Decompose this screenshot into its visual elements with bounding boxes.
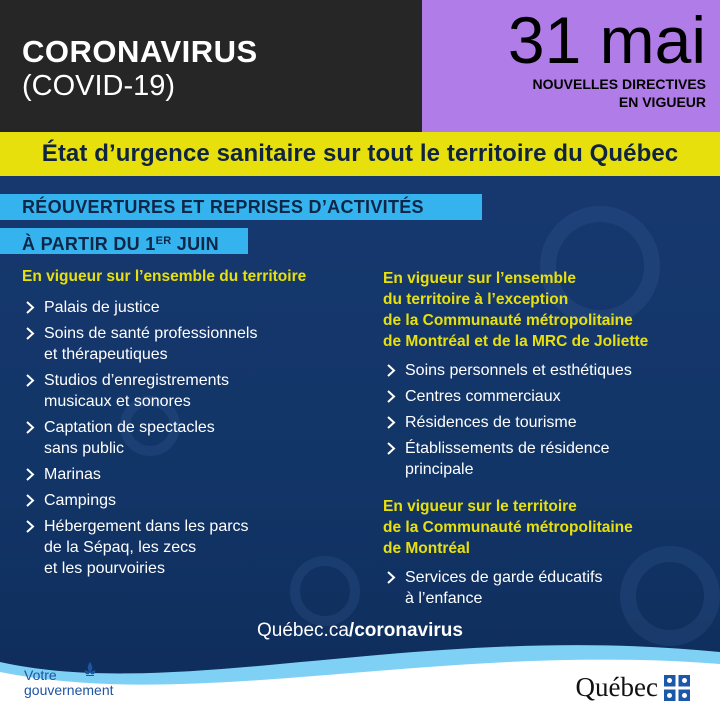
heading-line: En vigueur sur l’ensemble bbox=[383, 270, 576, 287]
list-item-line: Marinas bbox=[44, 466, 101, 483]
chevron-right-icon bbox=[24, 323, 38, 344]
list-item-line: et les pourvoiries bbox=[44, 560, 165, 577]
right-heading-2 bbox=[383, 496, 713, 559]
list-item-line: musicaux et sonores bbox=[44, 393, 191, 410]
chevron-right-icon bbox=[385, 412, 399, 433]
gov-line-2: gouvernement bbox=[24, 682, 114, 698]
heading-line: de Montréal bbox=[383, 540, 470, 557]
right-column bbox=[383, 268, 713, 614]
list-item-line: sans public bbox=[44, 440, 125, 457]
list-item-line: Hébergement dans les parcs bbox=[44, 518, 249, 535]
url-domain: Québec.ca bbox=[257, 620, 349, 641]
list-item bbox=[22, 370, 372, 412]
chevron-right-icon bbox=[24, 370, 38, 391]
chevron-right-icon bbox=[385, 360, 399, 381]
right-heading-1 bbox=[383, 268, 713, 352]
right-list-2 bbox=[383, 567, 713, 609]
start-date-prefix: À PARTIR DU 1 bbox=[22, 234, 156, 254]
chevron-right-icon bbox=[385, 438, 399, 459]
chevron-right-icon bbox=[24, 464, 38, 485]
chevron-right-icon bbox=[24, 516, 38, 537]
list-item bbox=[383, 360, 713, 381]
list-item-line: Services de garde éducatifs bbox=[405, 569, 603, 586]
list-item-line: principale bbox=[405, 461, 474, 478]
list-item-line: Studios d’enregistrements bbox=[44, 372, 229, 389]
chevron-right-icon bbox=[385, 386, 399, 407]
list-item-line: Palais de justice bbox=[44, 299, 160, 316]
header-subtitle: (COVID-19) bbox=[22, 69, 176, 102]
header-tagline-2: EN VIGUEUR bbox=[618, 94, 706, 111]
heading-line: de la Communauté métropolitaine bbox=[383, 312, 633, 329]
quebec-wordmark: Québec bbox=[575, 672, 658, 702]
header-date: 31 mai bbox=[507, 3, 706, 77]
quebec-flag-icon bbox=[664, 675, 690, 701]
heading-line: de Montréal et de la MRC de Joliette bbox=[383, 333, 649, 350]
list-item-line: et thérapeutiques bbox=[44, 346, 168, 363]
list-item bbox=[22, 323, 372, 365]
fleur-de-lis-icon bbox=[84, 662, 96, 678]
gov-line-1: Votre bbox=[24, 667, 57, 683]
chevron-right-icon bbox=[24, 297, 38, 318]
heading-line: du territoire à l’exception bbox=[383, 291, 569, 308]
list-item-line: Établissements de résidence bbox=[405, 440, 610, 457]
start-date-rest: JUIN bbox=[171, 234, 219, 254]
heading-line: En vigueur sur le territoire bbox=[383, 498, 577, 515]
left-list bbox=[22, 297, 372, 579]
list-item-line: de la Sépaq, les zecs bbox=[44, 539, 197, 556]
header-title: CORONAVIRUS bbox=[22, 34, 258, 69]
emergency-banner: État d’urgence sanitaire sur tout le territoire du Québec bbox=[0, 132, 720, 176]
list-item-line: Soins de santé professionnels bbox=[44, 325, 258, 342]
list-item-line: Soins personnels et esthétiques bbox=[405, 362, 632, 379]
right-list-1 bbox=[383, 360, 713, 480]
list-item-line: Centres commerciaux bbox=[405, 388, 561, 405]
votre-gouvernement-logo bbox=[24, 668, 114, 698]
left-heading: En vigueur sur l’ensemble du territoire bbox=[22, 268, 307, 285]
header-title-block bbox=[0, 0, 422, 132]
list-item bbox=[383, 412, 713, 433]
list-item bbox=[22, 490, 372, 511]
chevron-right-icon bbox=[24, 490, 38, 511]
list-item bbox=[22, 297, 372, 318]
header-tagline-1: NOUVELLES DIRECTIVES bbox=[532, 76, 706, 93]
list-item bbox=[383, 438, 713, 480]
start-date-suffix: ER bbox=[155, 235, 172, 247]
list-item bbox=[22, 464, 372, 485]
start-date bbox=[0, 228, 248, 254]
list-item-line: Résidences de tourisme bbox=[405, 414, 577, 431]
left-column bbox=[22, 266, 372, 584]
header-date-block bbox=[422, 0, 720, 132]
list-item-line: à l’enfance bbox=[405, 590, 483, 607]
chevron-right-icon bbox=[385, 567, 399, 588]
list-item-line: Captation de spectacles bbox=[44, 419, 215, 436]
list-item bbox=[383, 567, 713, 609]
list-item bbox=[22, 417, 372, 459]
list-item bbox=[22, 516, 372, 579]
list-item-line: Campings bbox=[44, 492, 117, 509]
quebec-logo bbox=[576, 672, 690, 703]
chevron-right-icon bbox=[24, 417, 38, 438]
section-title: RÉOUVERTURES ET REPRISES D’ACTIVITÉS bbox=[0, 194, 482, 220]
url-path: /coronavirus bbox=[348, 620, 463, 641]
footer bbox=[0, 632, 720, 720]
heading-line: de la Communauté métropolitaine bbox=[383, 519, 633, 536]
list-item bbox=[383, 386, 713, 407]
